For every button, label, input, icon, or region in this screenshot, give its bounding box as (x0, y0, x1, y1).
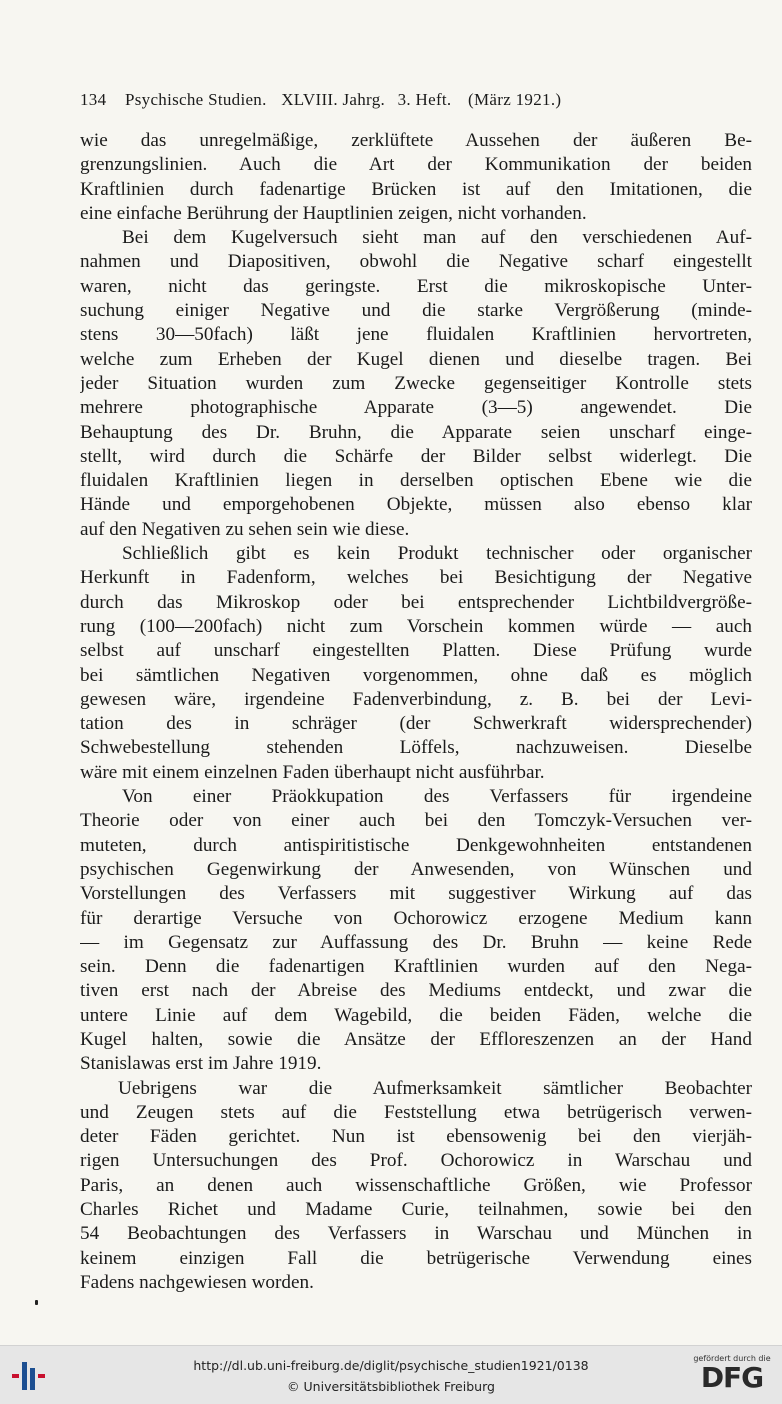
viewer-footer (0, 1345, 782, 1404)
text-line: mehrere photographische Apparate (3—5) angewendet. Die (80, 397, 752, 419)
text-line: keinem einzigen Fall die betrügerische Verwendung eines (80, 1247, 752, 1269)
text-line: psychischen Gegenwirkung der Anwesenden, von Wünschen und (80, 858, 752, 880)
text-line: auf den Negativen zu sehen sein wie diese. (80, 518, 410, 540)
text-line: Kraftlinien durch fadenartige Brücken ist auf den Imitationen, die (80, 178, 752, 200)
text-line: stens 30—50fach) läßt jene fluidalen Kraftlinien hervortreten, (80, 324, 752, 346)
text-line: rigen Untersuchungen des Prof. Ochorowicz in Warschau und (80, 1150, 752, 1172)
text-line: Bei dem Kugelversuch sieht man auf den verschiedenen Auf- (122, 227, 752, 249)
text-line: Schwebestellung stehenden Löffels, nachzuweisen. Dieselbe (80, 737, 752, 759)
running-header (80, 90, 720, 110)
text-line: Herkunft in Fadenform, welches bei Besichtigung der Negative (80, 567, 752, 589)
text-line: tiven erst nach der Abreise des Mediums entdeckt, und zwar die (80, 980, 752, 1002)
permalink[interactable]: http://dl.ub.uni-freiburg.de/diglit/psychische_studien1921/0138 (193, 1358, 589, 1373)
body-text (80, 129, 752, 1295)
margin-mark (35, 1300, 38, 1305)
text-line: für derartige Versuche von Ochorowicz erzogene Medium kann (80, 907, 752, 929)
text-line: Vorstellungen des Verfassers mit suggestiver Wirkung auf das (80, 883, 752, 905)
text-line: Schließlich gibt es kein Produkt technischer oder organischer (122, 543, 752, 565)
issue: 3. Heft. (397, 90, 452, 109)
text-line: Kugel halten, sowie die Ansätze der Effloreszenzen an der Hand (80, 1028, 752, 1050)
copyright-notice: © Universitätsbibliothek Freiburg (287, 1379, 495, 1394)
text-line: fluidalen Kraftlinien liegen in derselben optischen Ebene wie die (80, 470, 752, 492)
text-line: Stanislawas erst im Jahre 1919. (80, 1053, 322, 1075)
text-line: welche zum Erheben der Kugel dienen und dieselbe tragen. Bei (80, 348, 752, 370)
text-line: waren, nicht das geringste. Erst die mikroskopische Unter- (80, 275, 752, 297)
text-line: gewesen wäre, irgendeine Fadenverbindung, z. B. bei der Levi- (80, 688, 752, 710)
text-line: Von einer Präokkupation des Verfassers für irgendeine (122, 786, 752, 808)
text-line: und Zeugen stets auf die Feststellung etwa betrügerisch verwen- (80, 1101, 752, 1123)
text-line: jeder Situation wurden zum Zwecke gegenseitiger Kontrolle stets (80, 372, 752, 394)
text-line: wie das unregelmäßige, zerklüftete Aussehen der äußeren Be- (80, 130, 752, 151)
dfg-logo (690, 1354, 774, 1393)
text-line: Theorie oder von einer auch bei den Tomczyk-Versuchen ver- (80, 810, 752, 832)
text-line: deter Fäden gerichtet. Nun ist ebensowenig bei den vierjäh- (80, 1126, 752, 1148)
text-line: sein. Denn die fadenartigen Kraftlinien wurden auf den Nega- (80, 956, 752, 978)
text-line: suchung einiger Negative und die starke Vergrößerung (minde- (80, 300, 752, 322)
text-line: 54 Beobachtungen des Verfassers in Warschau und München in (80, 1223, 752, 1245)
text-line: Charles Richet und Madame Curie, teilnahmen, sowie bei den (80, 1199, 752, 1221)
text-line: selbst auf unscharf eingestellten Platten. Diese Prüfung wurde (80, 640, 752, 662)
text-line: tation des in schräger (der Schwerkraft widersprechender) (80, 713, 752, 735)
journal-title: Psychische Studien. (124, 90, 267, 109)
text-line: rung (100—200fach) nicht zum Vorschein kommen würde — auch (80, 615, 752, 637)
text-line: Hände und emporgehobenen Objekte, müssen also ebenso klar (80, 494, 752, 516)
text-line: untere Linie auf dem Wagebild, die beiden Fäden, welche die (80, 1004, 752, 1026)
text-line: eine einfache Berührung der Hauptlinien zeigen, nicht vorhanden. (80, 202, 587, 224)
text-line: nahmen und Diapositiven, obwohl die Negative scharf eingestellt (80, 251, 752, 273)
text-line: Uebrigens war die Aufmerksamkeit sämtlicher Beobachter (118, 1077, 752, 1099)
text-line: Behauptung des Dr. Bruhn, die Apparate seien unscharf einge- (80, 421, 752, 443)
text-line: bei sämtlichen Negativen vorgenommen, ohne daß es möglich (80, 664, 752, 686)
issue-date: (März 1921.) (468, 90, 562, 109)
volume: XLVIII. Jahrg. (281, 90, 386, 109)
page-number: 134 (80, 90, 107, 109)
dfg-wordmark: DFG (700, 1361, 764, 1394)
dfg-tagline: gefördert durch die (693, 1354, 771, 1363)
text-line: muteten, durch antispiritistische Denkgewohnheiten entstandenen (80, 834, 752, 856)
text-line: Paris, an denen auch wissenschaftliche Größen, wie Professor (80, 1174, 752, 1196)
text-line: durch das Mikroskop oder bei entsprechender Lichtbildvergröße- (80, 591, 752, 613)
text-line: stellt, wird durch die Schärfe der Bilder selbst widerlegt. Die (80, 445, 752, 467)
text-line: Fadens nachgewiesen worden. (80, 1271, 314, 1293)
text-line: wäre mit einem einzelnen Faden überhaupt nicht ausführbar. (80, 761, 545, 783)
text-line: grenzungslinien. Auch die Art der Kommunikation der beiden (80, 154, 752, 176)
text-line: — im Gegensatz zur Auffassung des Dr. Bruhn — keine Rede (80, 931, 752, 953)
